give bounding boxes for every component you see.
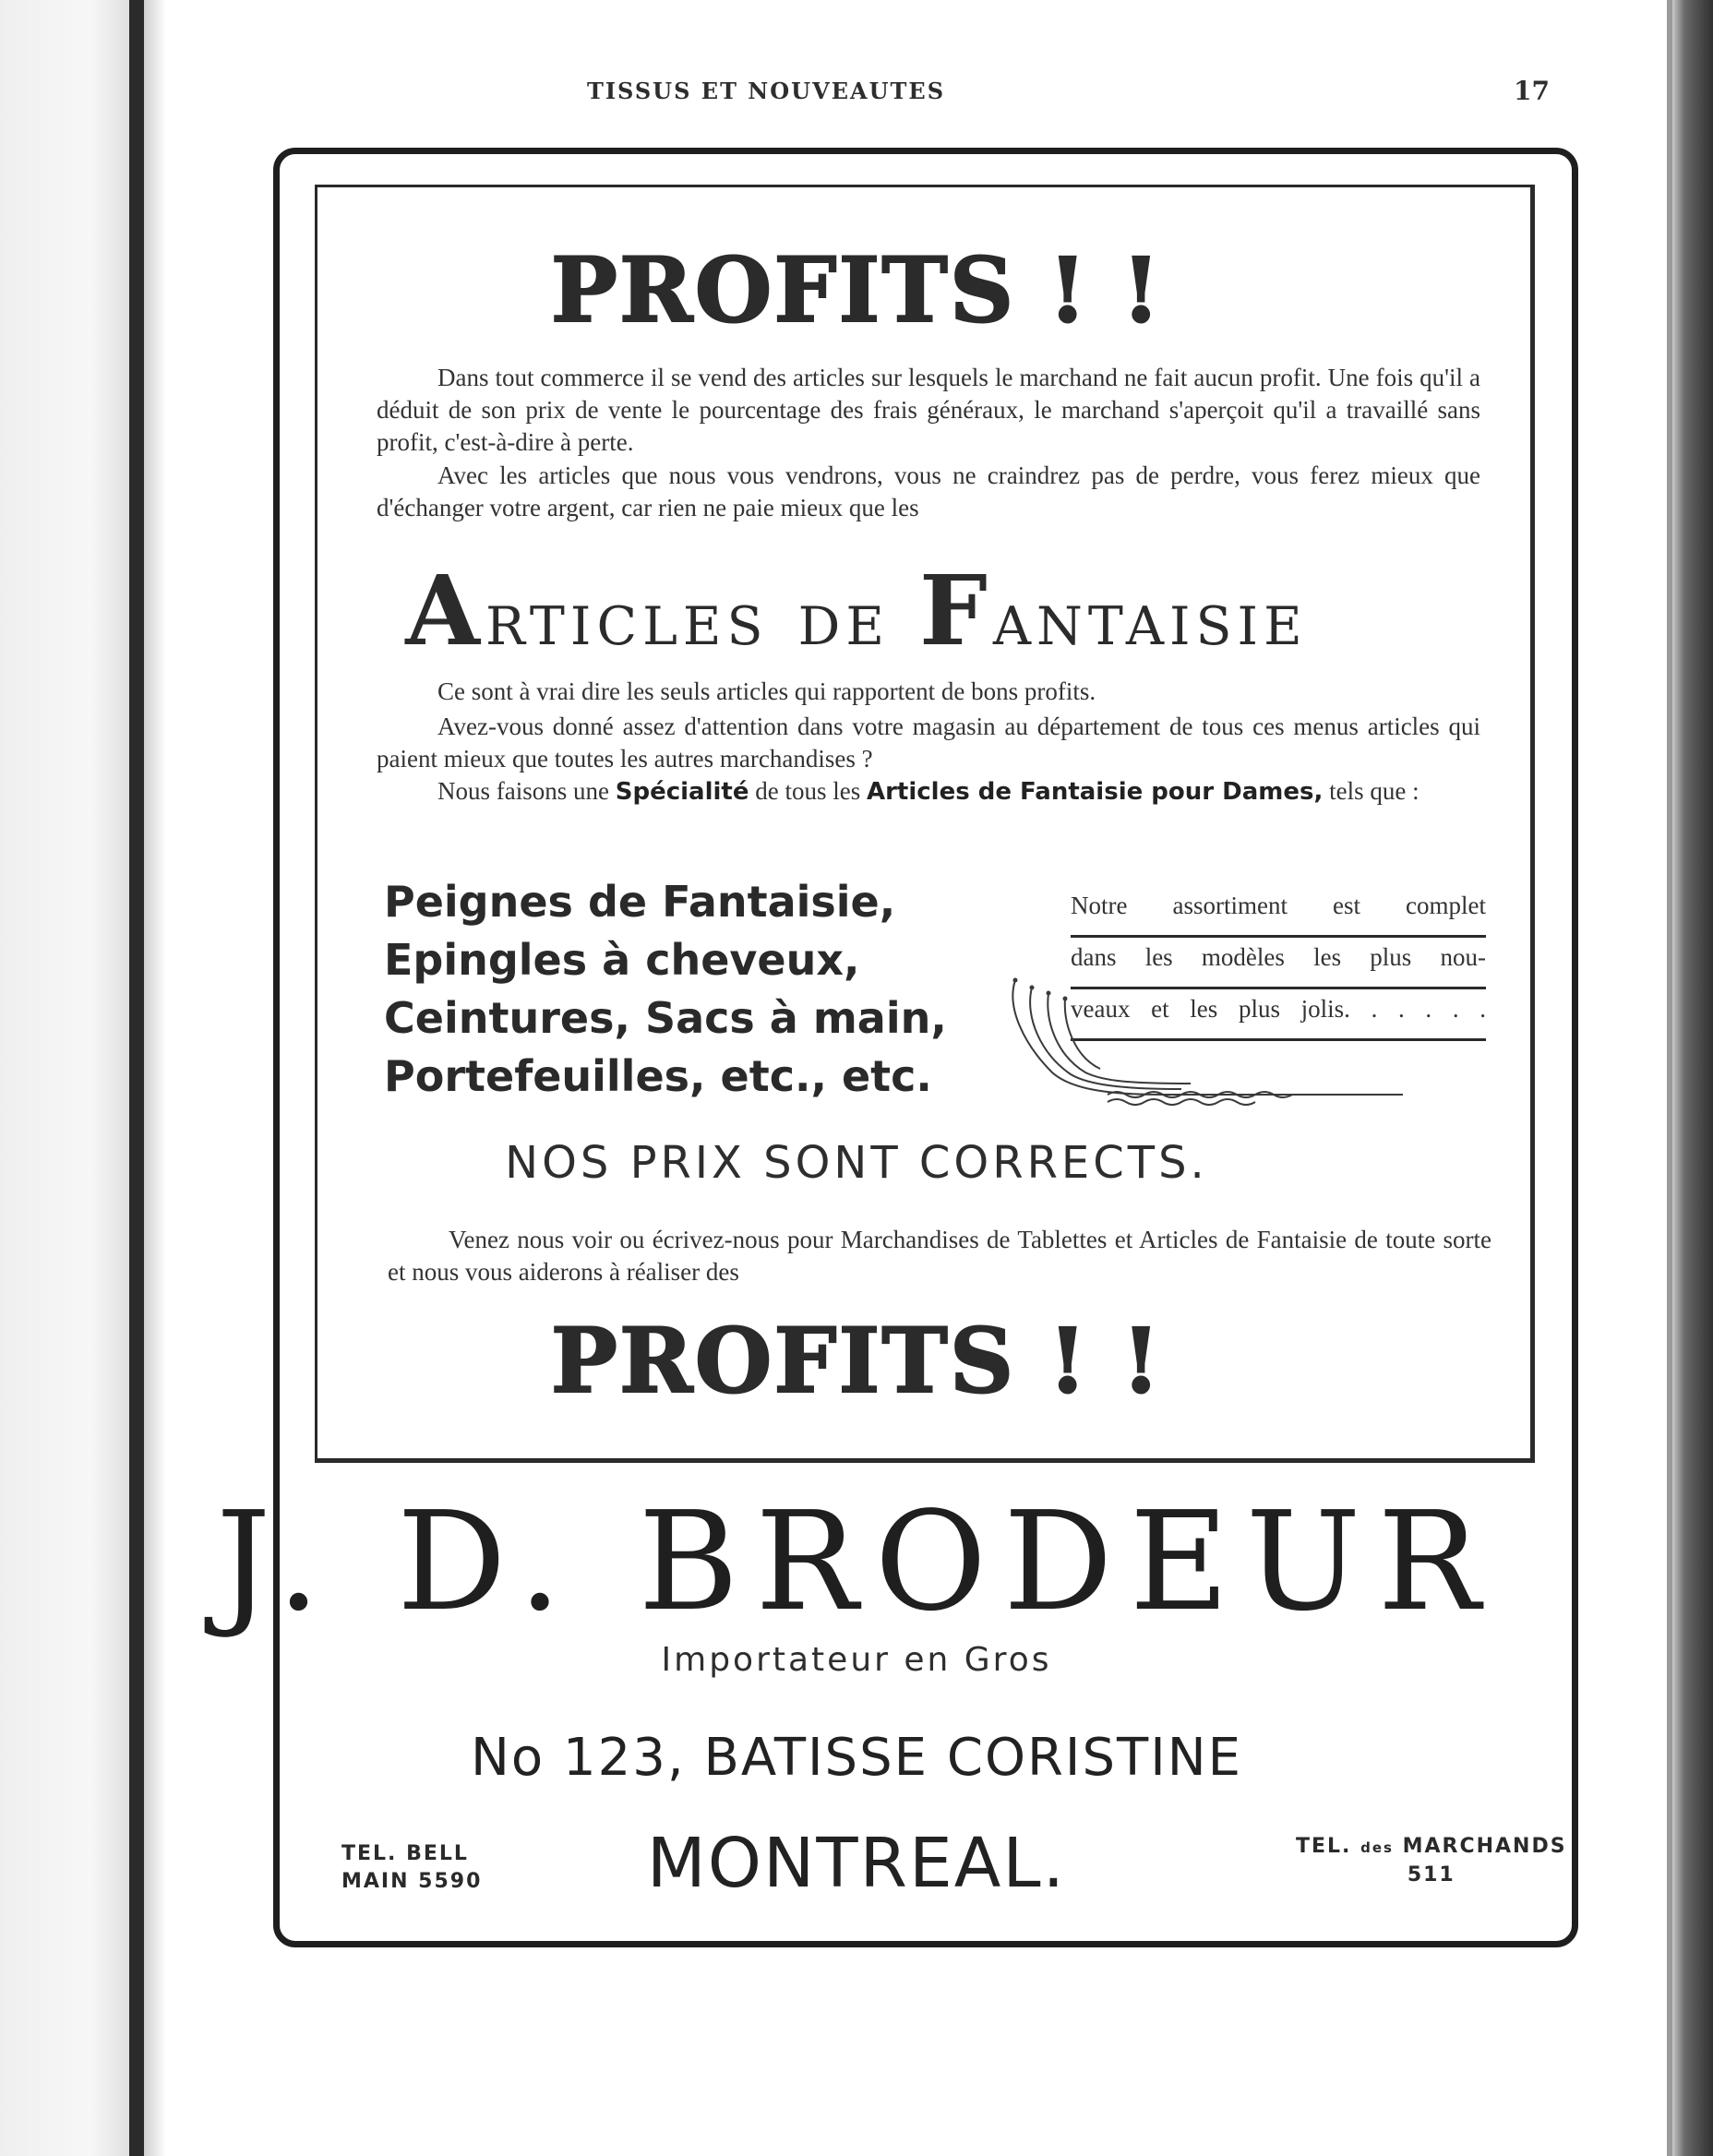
telephone-merchants-label-b: des	[1360, 1839, 1394, 1856]
running-head: TISSUS ET NOUVEAUTES	[586, 78, 946, 104]
page-number: 17	[1514, 76, 1550, 106]
telephone-bell	[341, 1840, 482, 1896]
company-name: J. D. BRODEUR	[216, 1482, 1497, 1641]
headline-profits-bottom: PROFITS ! !	[550, 1309, 1163, 1413]
telephone-merchants-number: 511	[1407, 1863, 1455, 1886]
telephone-bell-number: MAIN 5590	[341, 1870, 483, 1893]
closing-paragraph-text: Venez nous voir ou écrivez-nous pour Marchandises de Tablettes et Articles de Fantaisie de toute sorte et nous vous aiderons à réaliser des	[388, 1226, 1491, 1286]
specialty-text-3: tels que :	[1329, 777, 1420, 805]
ornamental-flourish	[997, 971, 1421, 1109]
company-subtitle: Importateur en Gros	[661, 1641, 1052, 1679]
paragraph-profits-text: Ce sont à vrai dire les seuls articles qui rapportent de bons profits.	[437, 677, 1096, 705]
fancy-title	[0, 554, 1713, 667]
assortment-line: Notre assortiment est complet	[1071, 886, 1486, 938]
telephone-merchants-label-a: TEL.	[1296, 1835, 1352, 1858]
paragraph-profits	[377, 676, 1480, 708]
fancy-title-cap-1: A	[405, 554, 485, 667]
fancy-title-word-3: antaisie	[992, 575, 1308, 663]
product-item: Peignes de Fantaisie,	[384, 877, 896, 927]
specialty-bold-2: Articles de Fantaisie pour Dames,	[866, 778, 1324, 806]
paragraph-attention	[377, 711, 1480, 775]
telephone-bell-label: TEL. BELL	[341, 1842, 469, 1865]
fancy-title-word-2: de	[797, 575, 890, 663]
company-address: No 123, BATISSE CORISTINE	[471, 1728, 1242, 1788]
second-paragraph	[377, 460, 1480, 524]
second-paragraph-text: Avec les articles que nous vous vendrons, vous ne craindrez pas de perdre, vous ferez mieux que d'échanger votre argent, car rien ne paie mieux que les	[377, 461, 1480, 521]
paragraph-attention-text: Avez-vous donné assez d'attention dans votre magasin au département de tous ces menus articles qui paient mieux que toutes les autres marchandises ?	[377, 713, 1480, 773]
prices-statement: NOS PRIX SONT CORRECTS.	[505, 1137, 1208, 1189]
paragraph-specialty	[377, 775, 1480, 808]
company-city: MONTREAL.	[646, 1824, 1067, 1903]
product-item: Ceintures, Sacs à main,	[384, 993, 947, 1043]
product-item: Epingles à cheveux,	[384, 935, 860, 985]
telephone-merchants	[1296, 1833, 1567, 1889]
assortment-line: dans les modèles les plus nou-	[1071, 938, 1486, 989]
intro-paragraph	[377, 362, 1480, 459]
product-list	[384, 873, 947, 1106]
specialty-bold-1: Spécialité	[615, 778, 749, 806]
fancy-title-cap-3: F	[919, 554, 993, 667]
specialty-text-1: Nous faisons une	[437, 777, 609, 805]
specialty-text-2: de tous les	[755, 777, 861, 805]
telephone-merchants-label-c: MARCHANDS	[1402, 1835, 1567, 1858]
headline-profits-top: PROFITS ! !	[550, 238, 1163, 342]
assortment-line: veaux et les plus jolis. . . . . .	[1071, 989, 1486, 1041]
intro-paragraph-text: Dans tout commerce il se vend des articles sur lesquels le marchand ne fait aucun profit. Une fois qu'il a déduit de son prix de vente le pourcentage des frais généraux, le marchand s'aperçoit qu'il a travaillé sans profit, c'est-à-dire à perte.	[377, 364, 1480, 456]
fancy-title-word-1: rticles	[485, 575, 769, 663]
closing-paragraph	[388, 1224, 1491, 1288]
product-item: Portefeuilles, etc., etc.	[384, 1051, 932, 1101]
